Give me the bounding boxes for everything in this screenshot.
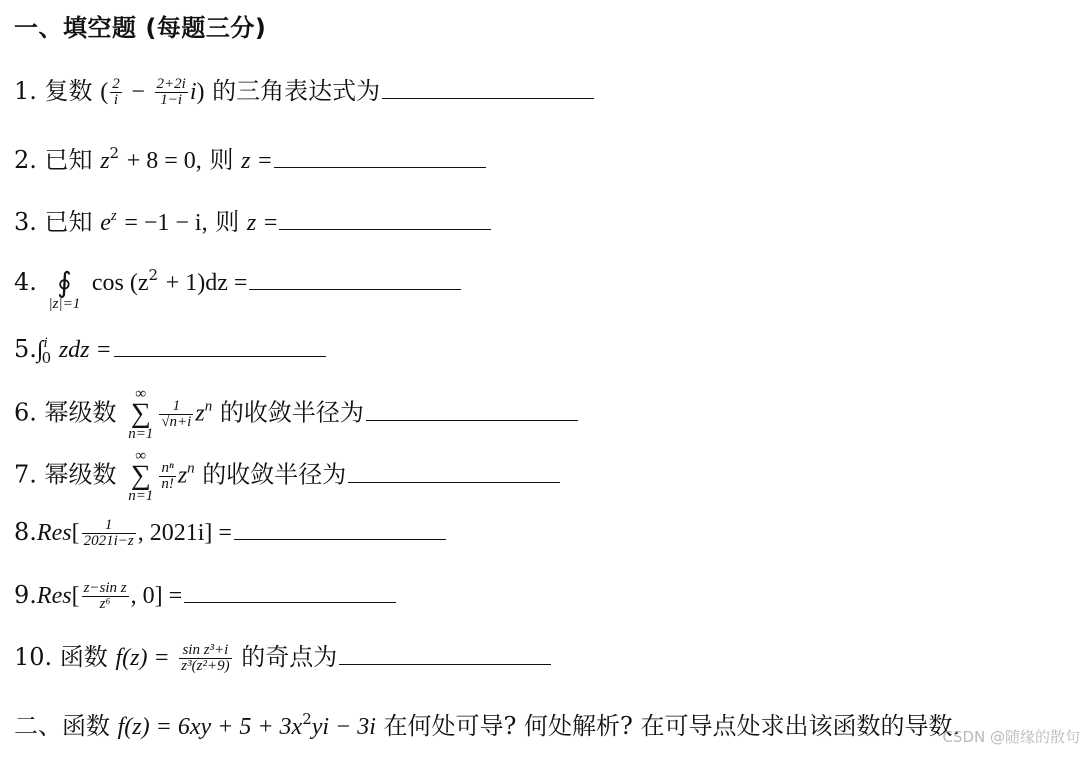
section-label: 二、函数 [14, 712, 110, 740]
question-text: 的收敛半径为 [202, 460, 347, 489]
var-z: z [177, 462, 188, 489]
integral-upper: i [43, 335, 48, 351]
section-title-fill-in: 一、填空题 (每题三分) [14, 14, 267, 42]
question-text: 则 [209, 146, 234, 174]
question-5 [14, 326, 326, 375]
question-9 [14, 578, 396, 613]
question-number: 4. [14, 268, 37, 296]
exponent: 2 [109, 144, 120, 162]
answer-blank[interactable] [279, 211, 491, 230]
integrand: + 1)dz = [165, 270, 248, 296]
question-text: 已知 [44, 146, 93, 174]
question-number: 7. [14, 460, 37, 489]
question-number: 10. [14, 643, 53, 671]
question-text: 函数 [59, 643, 108, 671]
question-text: 则 [215, 208, 240, 236]
imag-unit: i [189, 79, 197, 105]
question-number: 8. [14, 518, 37, 546]
question-10 [14, 640, 551, 675]
integrand: zdz = [58, 337, 112, 363]
fraction-term: $\frac{\text{nⁿ}}{n!}$ [161, 459, 174, 492]
summation: ∞ ∑ n=1 [128, 386, 154, 442]
section-2-question [14, 702, 960, 744]
fraction-two-over-i: $\frac{2}{i}$ [112, 76, 120, 108]
question-text: 幂级数 [44, 398, 117, 427]
question-text: 已知 [44, 208, 93, 236]
fraction-2plus2i: $\frac{2+2i}{1-i}$ [156, 76, 186, 108]
question-3 [14, 199, 491, 240]
paren-close: ) [196, 79, 205, 105]
fraction-term: $\frac{1}{2021i-z}$ [83, 517, 134, 549]
integral-sign: ∫ [36, 337, 44, 363]
answer-blank[interactable] [274, 149, 486, 168]
bracket-open: [ [71, 583, 80, 609]
function-fz: f(z) = [115, 645, 170, 671]
question-text: 在何处可导? 何处解析? 在可导点处求出该函数的导数. [383, 712, 961, 740]
watermark: CSDN @随缘的散句 [942, 728, 1080, 746]
question-number: 1. [14, 77, 37, 105]
answer-blank[interactable] [234, 521, 446, 540]
question-text: 幂级数 [44, 460, 117, 489]
question-text: 的奇点为 [241, 643, 338, 671]
question-7 [14, 448, 560, 504]
fraction-term: $\frac{\text{sin z³+i}}{\text{z³(z²+9)}}$ [181, 642, 230, 674]
answer-blank[interactable] [348, 464, 560, 483]
question-text: 的三角表达式为 [212, 77, 381, 105]
answer-blank[interactable] [184, 584, 396, 603]
question-4 [14, 258, 461, 312]
paren-open: ( [100, 79, 109, 105]
exponent-n: n [204, 398, 213, 415]
exponent: 2 [148, 266, 159, 284]
var-z: z [195, 400, 205, 427]
question-number: 2. [14, 146, 37, 174]
fraction-term: $\frac{1}{√n+i}$ [161, 397, 192, 430]
answer-blank[interactable] [114, 338, 326, 357]
answer-blank[interactable] [366, 402, 578, 421]
var-z: z [246, 210, 257, 236]
bracket-open: [ [71, 520, 80, 546]
answer-blank[interactable] [382, 80, 594, 99]
question-number: 6. [14, 398, 37, 427]
equals-sign: = [258, 148, 272, 174]
fraction-term: $\frac{\text{z−sin z}}{\text{z⁶}}$ [83, 580, 127, 612]
equation: = −1 − i, [124, 210, 208, 236]
question-number: 3. [14, 208, 37, 236]
function-definition-rest: yi − 3i [311, 714, 376, 740]
residue-point: , 0] = [130, 583, 183, 609]
question-1 [14, 74, 594, 109]
residue-operator: Res [36, 583, 72, 609]
integrand: cos (z [91, 270, 149, 296]
equals-sign: = [263, 210, 278, 236]
residue-operator: Res [36, 520, 72, 546]
integral-lower: 0 [41, 349, 52, 367]
var-z: z [241, 148, 251, 174]
exponent-n: n [187, 460, 195, 477]
minus-sign: − [131, 79, 145, 105]
question-2 [14, 136, 486, 178]
contour-integral: ∮ |z|=1 [48, 268, 81, 312]
function-definition: f(z) = 6xy + 5 + 3x [117, 714, 303, 740]
question-text: 复数 [44, 77, 93, 105]
exponent: 2 [302, 710, 312, 728]
answer-blank[interactable] [339, 646, 551, 665]
question-number: 5. [14, 335, 37, 363]
exponent-z: z [110, 208, 117, 224]
residue-point: , 2021i] = [137, 520, 232, 546]
question-6 [14, 386, 578, 442]
equation: + 8 = 0, [126, 148, 202, 174]
question-number: 9. [14, 581, 37, 609]
summation: ∞ ∑ n=1 [128, 448, 154, 504]
var-e: e [100, 210, 111, 236]
var-z: z [100, 148, 110, 174]
answer-blank[interactable] [249, 271, 461, 290]
question-8 [14, 515, 446, 550]
question-text: 的收敛半径为 [219, 398, 364, 427]
